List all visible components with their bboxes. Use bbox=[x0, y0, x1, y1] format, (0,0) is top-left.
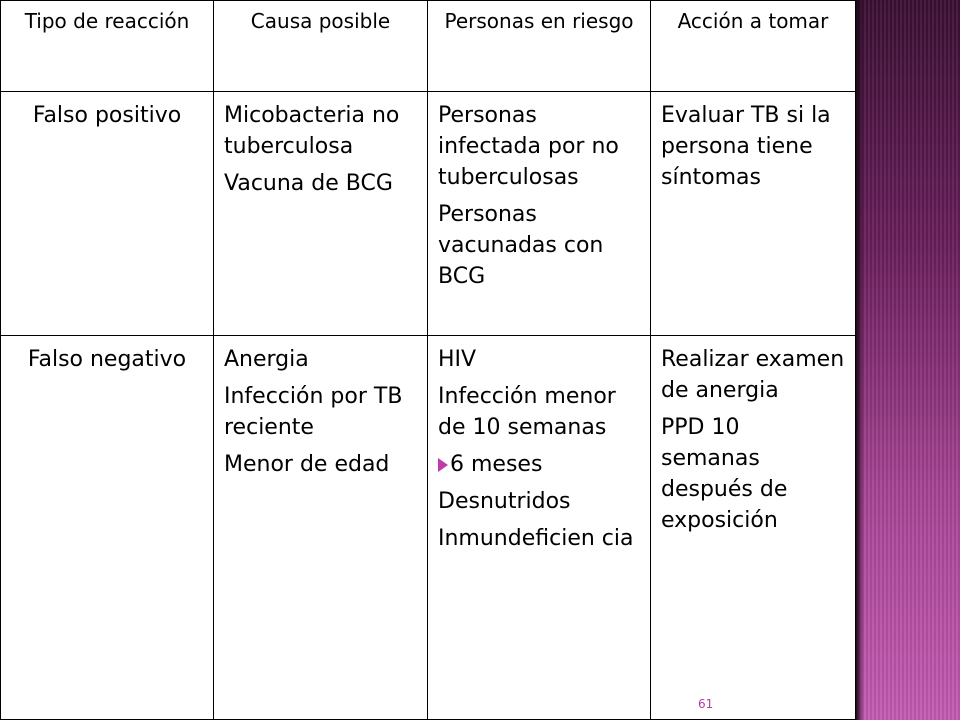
cell-personas bbox=[428, 92, 651, 336]
header-causa: Causa posible bbox=[214, 1, 428, 92]
cell-tipo bbox=[1, 336, 214, 720]
table-header-row bbox=[1, 1, 856, 92]
accion-item: PPD 10 semanas después de exposición bbox=[661, 415, 788, 533]
causa-item: Vacuna de BCG bbox=[224, 171, 393, 196]
causa-item: Micobacteria no tuberculosa bbox=[224, 103, 400, 159]
table-row bbox=[1, 336, 856, 720]
causa-item: Menor de edad bbox=[224, 452, 390, 477]
cell-causa bbox=[214, 92, 428, 336]
cell-accion bbox=[651, 336, 856, 720]
personas-item: Infección menor de 10 semanas bbox=[438, 384, 616, 440]
personas-item: Personas vacunadas con BCG bbox=[438, 202, 604, 289]
personas-item: Personas infectada por no tuberculosas bbox=[438, 103, 619, 190]
header-tipo: Tipo de reacción bbox=[1, 1, 214, 92]
table-row bbox=[1, 92, 856, 336]
tipo-text: Falso positivo bbox=[32, 103, 182, 128]
personas-item: HIV bbox=[438, 347, 477, 372]
accion-item: Evaluar TB si la persona tiene síntomas bbox=[661, 103, 831, 190]
cell-accion bbox=[651, 92, 856, 336]
decorative-side-panel bbox=[855, 0, 960, 720]
personas-item: Desnutridos bbox=[438, 489, 571, 514]
accion-item: Realizar examen de anergia bbox=[661, 347, 845, 403]
cell-personas bbox=[428, 336, 651, 720]
header-personas: Personas en riesgo bbox=[428, 1, 651, 92]
arrow-bullet-icon bbox=[438, 458, 448, 472]
cell-tipo bbox=[1, 92, 214, 336]
causa-item: Infección por TB reciente bbox=[224, 384, 403, 440]
cell-causa bbox=[214, 336, 428, 720]
personas-item bbox=[438, 449, 640, 480]
header-accion: Acción a tomar bbox=[651, 1, 856, 92]
causa-item: Anergia bbox=[224, 347, 309, 372]
page-number: 61 bbox=[698, 697, 714, 711]
personas-item-text: 6 meses bbox=[450, 452, 543, 477]
personas-item: Inmundeficien cia bbox=[438, 526, 634, 551]
tipo-text: Falso negativo bbox=[27, 347, 187, 372]
